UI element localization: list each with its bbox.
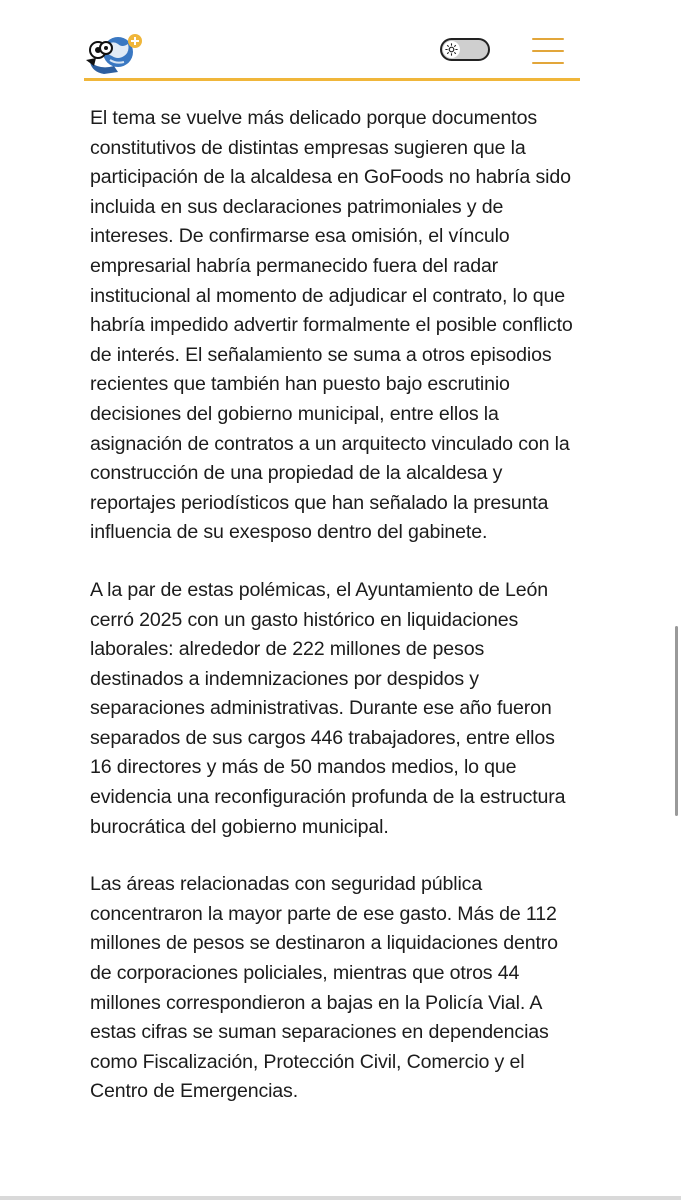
bottom-edge	[0, 1196, 681, 1200]
hamburger-menu-icon[interactable]	[532, 36, 564, 66]
site-header	[84, 22, 580, 81]
newspaper-globe-logo-icon	[84, 32, 146, 76]
theme-toggle[interactable]	[440, 38, 490, 61]
scrollbar-thumb[interactable]	[675, 626, 678, 816]
toggle-knob	[443, 41, 460, 58]
menu-line	[532, 62, 564, 64]
article-paragraph: A la par de estas polémicas, el Ayuntamiento de León cerró 2025 con un gasto histórico en liquidaciones laborales: alrededor de 222 millones de pesos destinados a indemnizaciones por despidos y separaciones administrativas. Durante ese año fueron separados de sus cargos 446 trabajadores, entre ellos 16 directores y más de 50 mandos medios, lo que evidencia una reconfiguración profunda de la estructura burocrática del gobierno municipal.	[90, 578, 566, 838]
article-paragraph: El tema se vuelve más delicado porque documentos constitutivos de distintas empresas sugieren que la participación de la alcaldesa en GoFoods no habría sido incluida en sus declaraciones patrimoniales y de intereses. De confirmarse esa omisión, el vínculo empresarial habría permanecido fuera del radar institucional al momento de adjudicar el contrato, lo que habría impedido advertir formalmente el posible conflicto de interés. El señalamiento se suma a otros episodios recientes que también han puesto bajo escrutinio decisiones del gobierno municipal, entre ellos la asignación de contratos a un arquitecto vinculado con la construcción de una propiedad de la alcaldesa y reportajes periodísticos que han señalado la presunta influencia de su exesposo dentro del gabinete.	[90, 107, 573, 544]
menu-line	[532, 50, 564, 52]
menu-line	[532, 38, 564, 40]
article-paragraph: Las áreas relacionadas con seguridad pública concentraron la mayor parte de ese gasto. Más de 112 millones de pesos se destinaron a liquidaciones dentro de corporaciones policiales, mientras que otros 44 millones correspondieron a bajas en la Policía Vial. A estas cifras se suman separaciones en dependencias como Fiscalización, Protección Civil, Comercio y el Centro de Emergencias.	[90, 873, 558, 1103]
site-logo[interactable]	[84, 32, 146, 76]
sun-icon	[445, 43, 458, 56]
article-body	[90, 104, 580, 1135]
